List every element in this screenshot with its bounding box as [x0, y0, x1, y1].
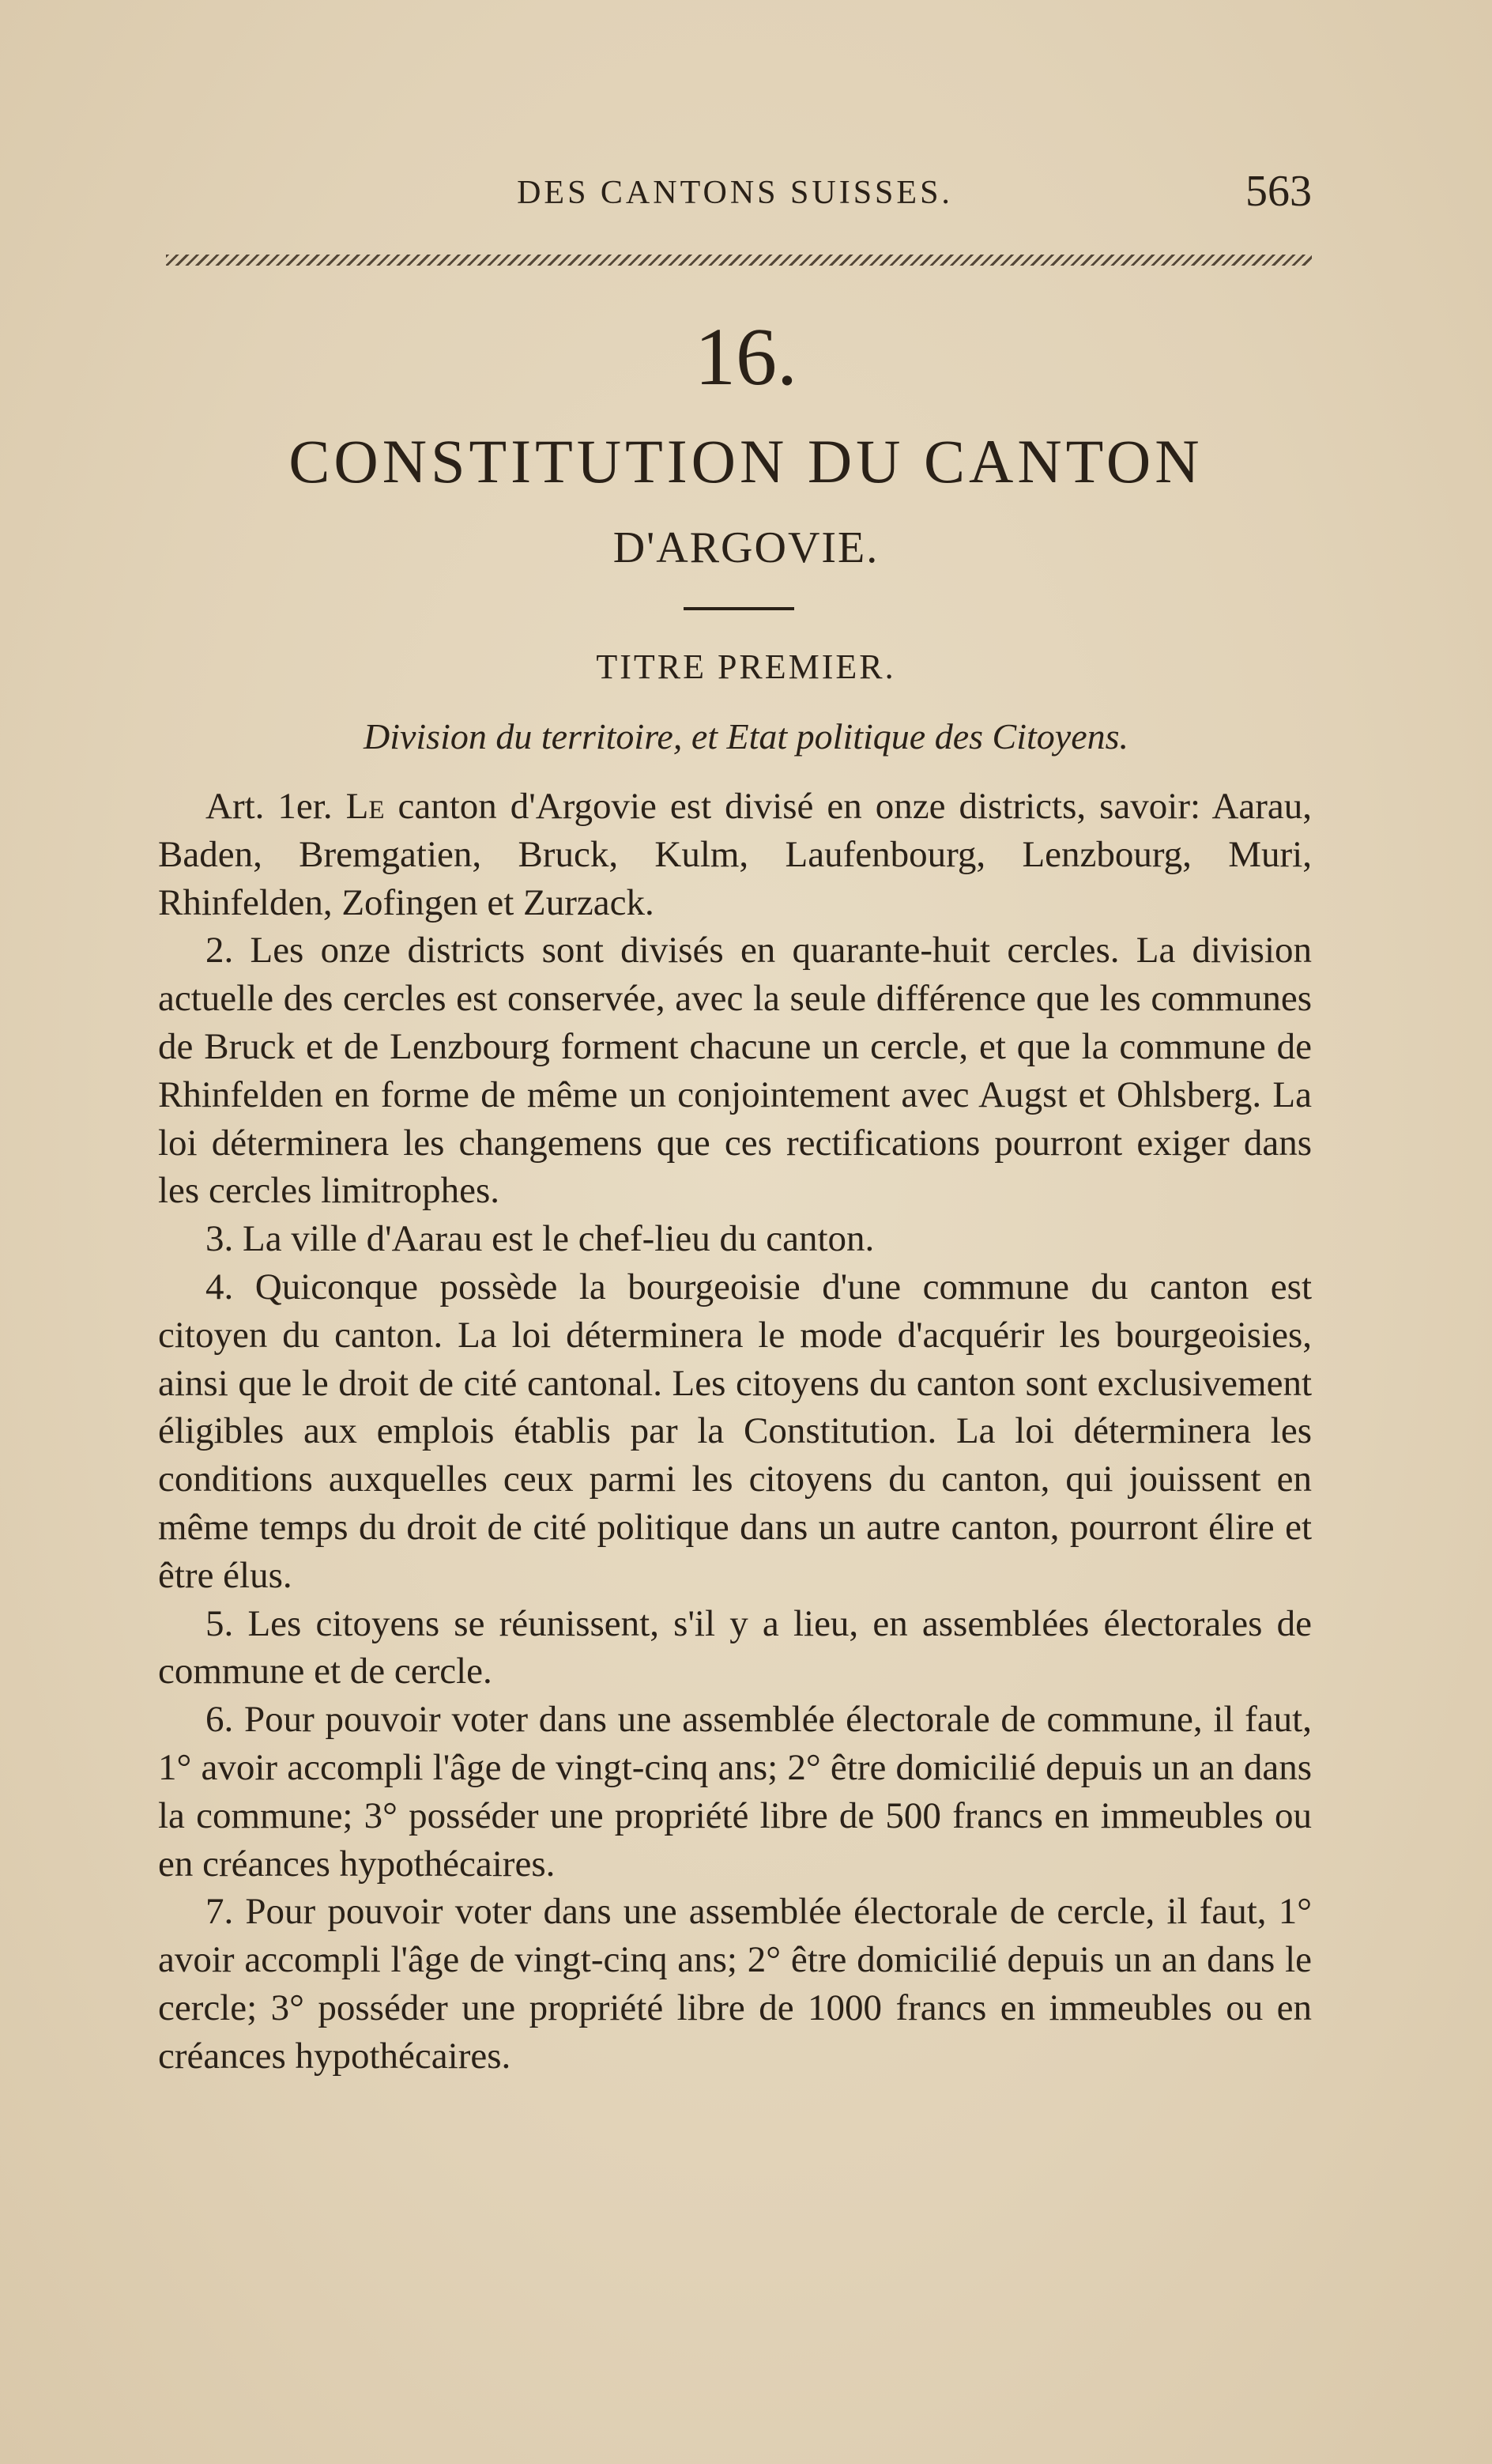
article-number: 7. [205, 1891, 234, 1933]
body-text [158, 783, 1312, 2081]
article-lead-word: Le [345, 786, 385, 827]
article-4 [158, 1263, 1312, 1600]
running-head [158, 166, 1312, 221]
article-number: 4. [205, 1266, 234, 1307]
article-1 [158, 783, 1312, 926]
article-text: Les onze districts sont divisés en quarante-huit cercles. La division actuelle des cercles est conservée, avec la seule différence que les communes de Bruck et de Lenzbourg forment chacune un cercle, et que la commune de Rhinfelden en forme de même un conjointement avec Augst et Ohlsberg. La loi déterminera les changemens que ces rectifications pourront exiger dans les cercles limitrophes. [158, 930, 1313, 1212]
article-text: Quiconque possède la bourgeoisie d'une commune du canton est citoyen du canton. La loi déterminera le mode d'acquérir les bourgeoisies, ainsi que le droit de cité cantonal. Les citoyens du canton sont exclusivement éligibles aux emplois établis par la Constitution. La loi déterminera les conditions auxquelles ceux parmi les citoyens du canton, qui jouissent en même temps du droit de cité politique dans un autre canton, pourront élire et être élus. [158, 1266, 1313, 1596]
article-number: Art. 1er. [205, 786, 333, 827]
article-6 [158, 1696, 1312, 1888]
ornamental-rule [166, 255, 1312, 266]
article-number: 5. [205, 1602, 234, 1644]
article-text: Pour pouvoir voter dans une assemblée électorale de cercle, il faut, 1° avoir accompli l'âge de vingt-cinq ans; 2° être domicilié depuis un an dans le cercle; 3° posséder une propriété libre de 1000 francs en immeubles ou en créances hypothécaires. [158, 1891, 1313, 2077]
chapter-title: CONSTITUTION DU CANTON [288, 427, 1204, 496]
article-3 [158, 1215, 1312, 1263]
page-number: 563 [1245, 167, 1312, 216]
article-5 [158, 1600, 1312, 1696]
section-subheading: Division du territoire, et Etat politique des Citoyens. [363, 716, 1129, 757]
chapter-number: 16. [695, 311, 797, 402]
section-divider [684, 607, 794, 610]
article-number: 3. [205, 1218, 234, 1260]
article-number: 6. [205, 1699, 234, 1741]
article-text: La ville d'Aarau est le chef-lieu du canton. [243, 1218, 875, 1260]
running-head-title: DES CANTONS SUISSES. [517, 175, 953, 211]
chapter-subtitle: D'ARGOVIE. [612, 523, 880, 572]
article-7 [158, 1888, 1312, 2080]
article-text: canton d'Argovie est divisé en onze districts, savoir: Aarau, Baden, Bremgatien, Bruck, Kulm, Laufenbourg, Lenzbourg, Muri, Rhinfelden, Zofingen et Zurzack. [158, 786, 1313, 923]
article-text: Pour pouvoir voter dans une assemblée électorale de commune, il faut, 1° avoir accompli l'âge de vingt-cinq ans; 2° être domicilié depuis un an dans la commune; 3° posséder une propriété libre de 500 francs en immeubles ou en créances hypothécaires. [158, 1699, 1312, 1885]
article-text: Les citoyens se réunissent, s'il y a lieu, en assemblées électorales de commune et de cercle. [158, 1602, 1312, 1692]
article-2 [158, 926, 1312, 1215]
article-number: 2. [205, 930, 234, 972]
section-heading: TITRE PREMIER. [596, 647, 896, 686]
